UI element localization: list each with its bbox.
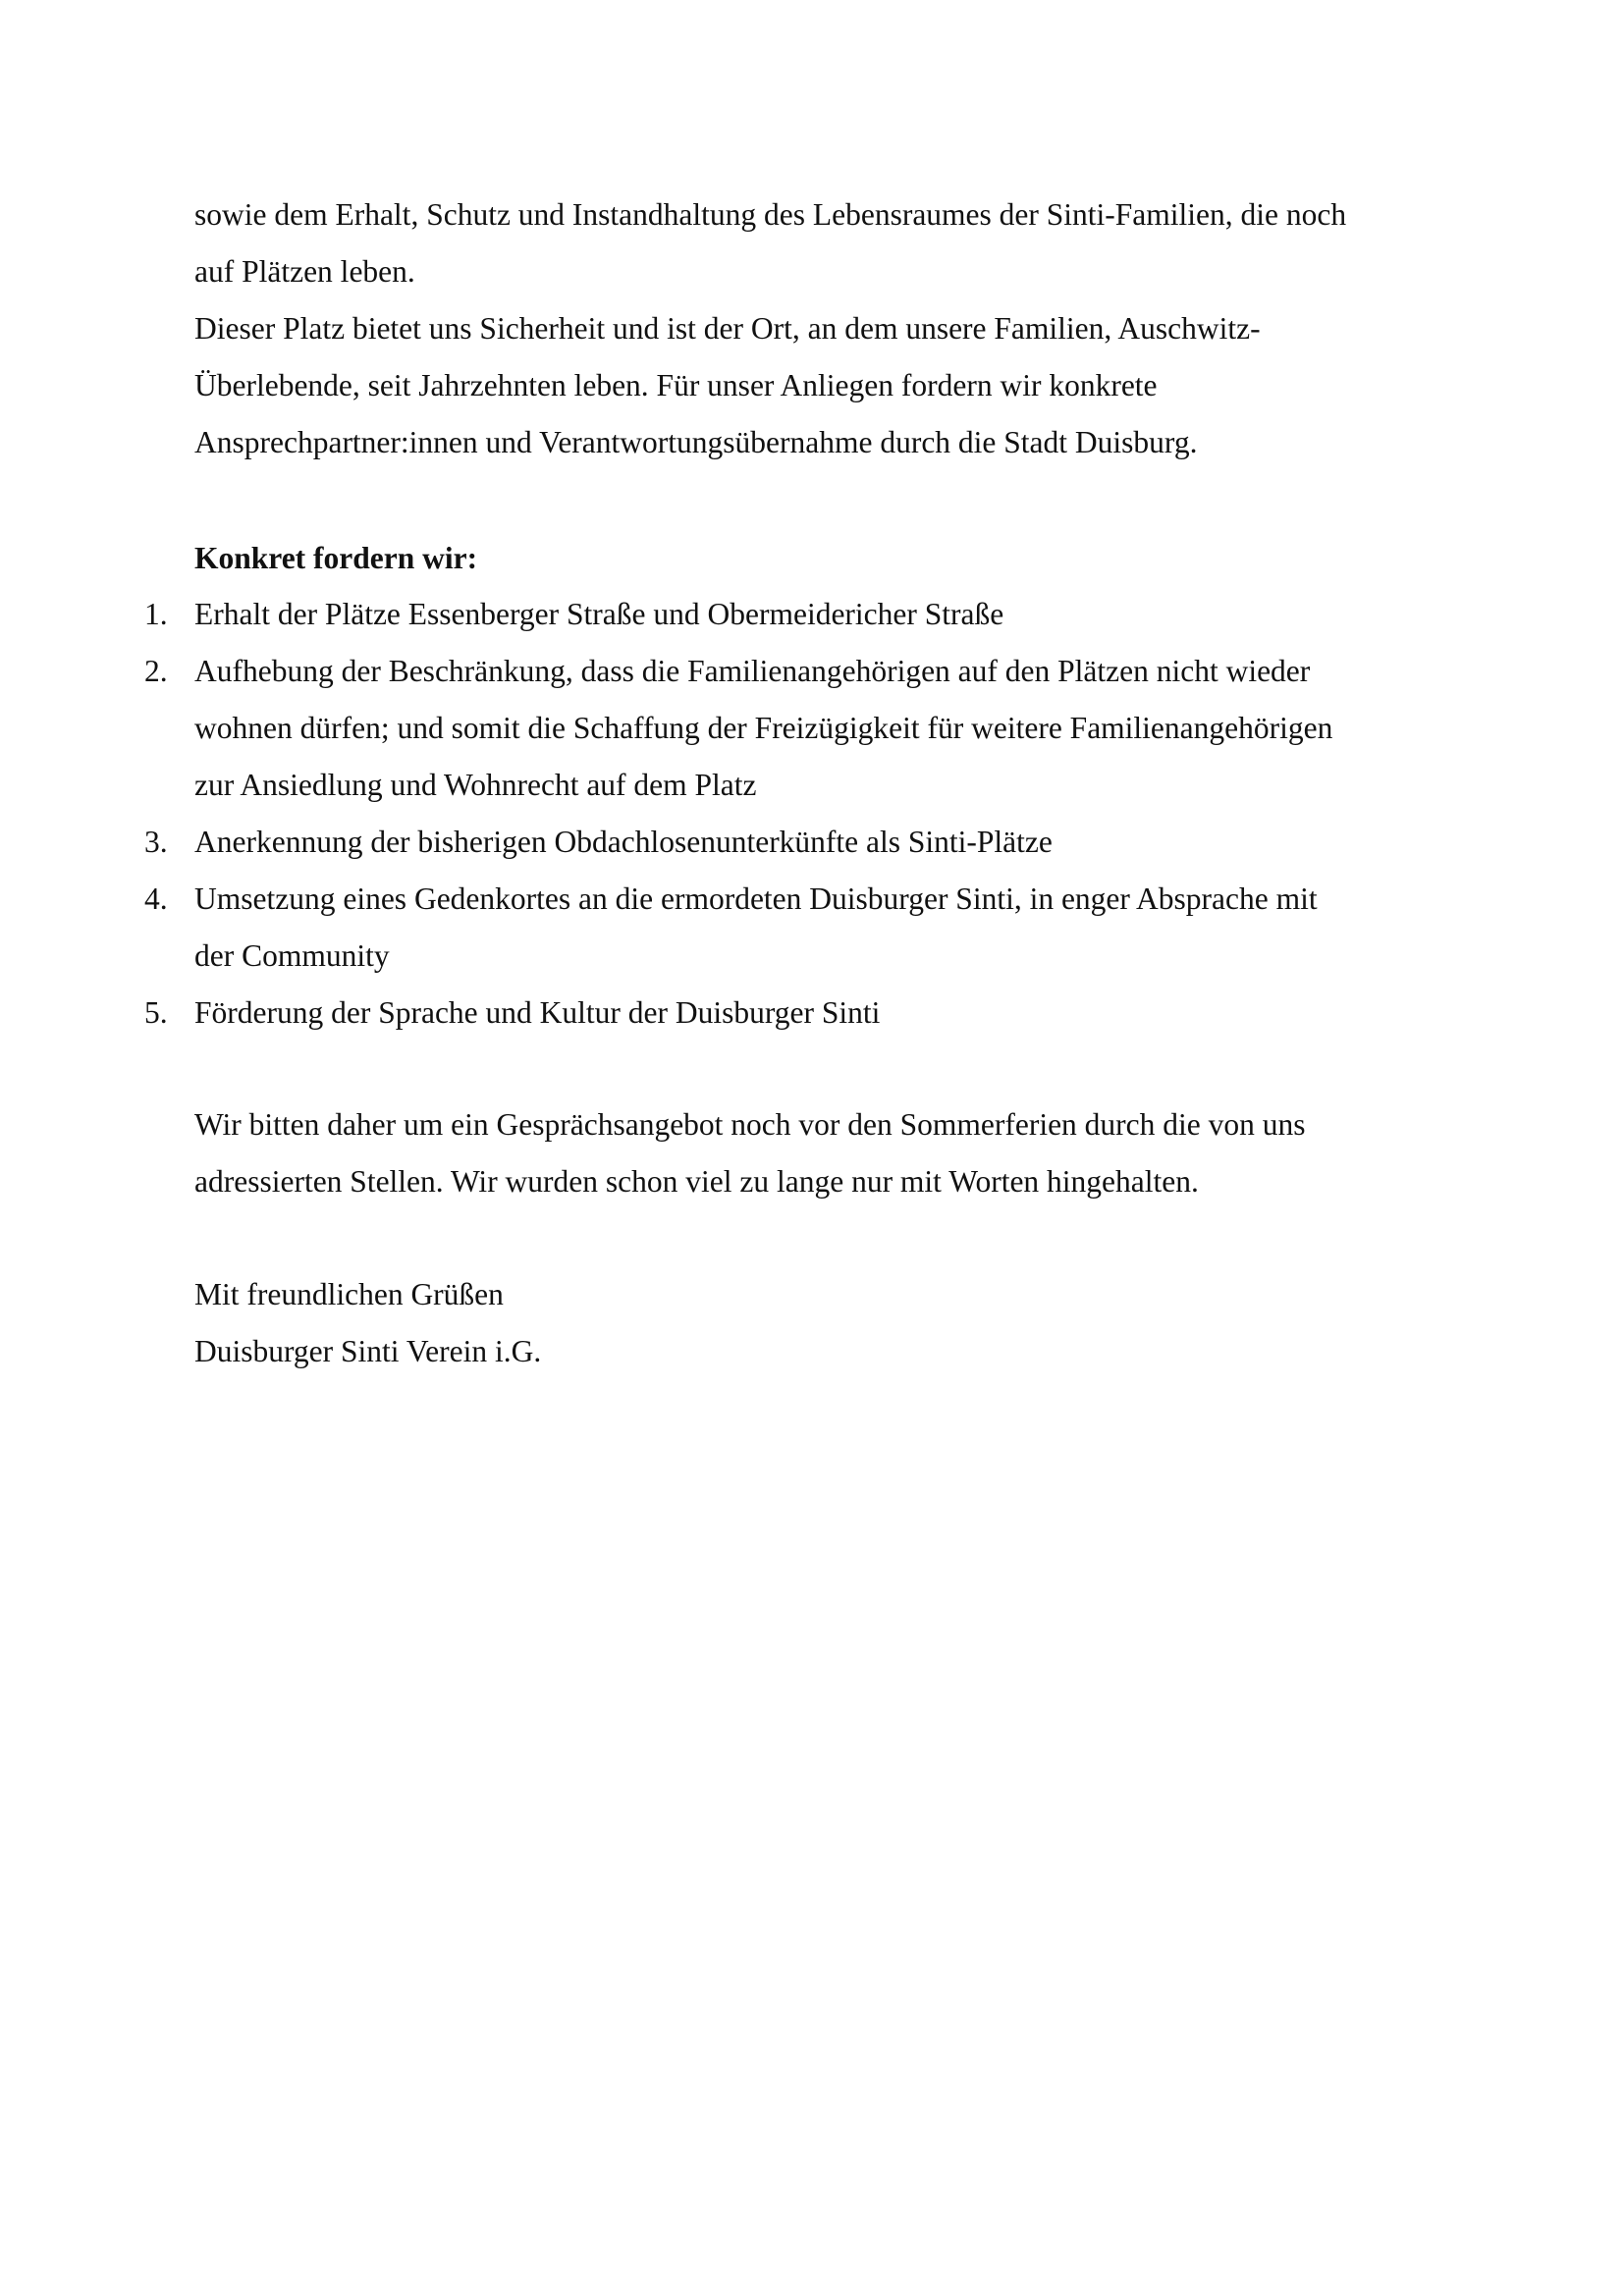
- list-item-number: 2.: [144, 654, 168, 688]
- closing-line: Wir bitten daher um ein Gesprächsangebot noch vor den Sommerferien durch die von uns: [194, 1107, 1306, 1142]
- list-item-line: Umsetzung eines Gedenkortes an die ermordeten Duisburger Sinti, in enger Absprache mit: [194, 881, 1318, 916]
- list-item-number: 3.: [144, 825, 168, 859]
- list-item: [0, 985, 1624, 1041]
- closing-line: adressierten Stellen. Wir wurden schon viel zu lange nur mit Worten hingehalten.: [194, 1164, 1199, 1199]
- list-item-text: [194, 871, 1471, 985]
- intro-line: Überlebende, seit Jahrzehnten leben. Für unser Anliegen fordern wir konkrete: [194, 368, 1158, 402]
- list-item: [0, 871, 1624, 985]
- list-item-number: 4.: [144, 881, 168, 916]
- list-item-text: [194, 985, 1471, 1041]
- list-item-line: Anerkennung der bisherigen Obdachlosenunterkünfte als Sinti-Plätze: [194, 825, 1053, 859]
- list-item-line: Aufhebung der Beschränkung, dass die Familienangehörigen auf den Plätzen nicht wieder: [194, 654, 1311, 688]
- list-item-text: [194, 814, 1471, 871]
- list-item: [0, 643, 1624, 814]
- intro-paragraph: [194, 187, 1471, 471]
- list-item-text: [194, 643, 1471, 814]
- list-item-line: Erhalt der Plätze Essenberger Straße und Obermeidericher Straße: [194, 597, 1004, 631]
- list-item-text: [194, 586, 1471, 643]
- sender-name: Duisburger Sinti Verein i.G.: [194, 1334, 542, 1368]
- demands-list: [0, 586, 1624, 1041]
- intro-line: Dieser Platz bietet uns Sicherheit und ist der Ort, an dem unsere Familien, Auschwitz-: [194, 311, 1261, 346]
- list-item-line: wohnen dürfen; und somit die Schaffung der Freizügigkeit für weitere Familienangehörigen: [194, 711, 1333, 745]
- list-item: [0, 586, 1624, 643]
- signoff-block: [194, 1266, 1471, 1380]
- list-item-number: 1.: [144, 597, 168, 631]
- intro-line: sowie dem Erhalt, Schutz und Instandhaltung des Lebensraumes der Sinti-Familien, die noch: [194, 197, 1347, 232]
- intro-line: auf Plätzen leben.: [194, 254, 415, 289]
- list-item-line: Förderung der Sprache und Kultur der Duisburger Sinti: [194, 995, 881, 1030]
- intro-line: Ansprechpartner:innen und Verantwortungsübernahme durch die Stadt Duisburg.: [194, 425, 1198, 459]
- demands-heading: Konkret fordern wir:: [194, 541, 478, 575]
- list-item-line: zur Ansiedlung und Wohnrecht auf dem Platz: [194, 768, 757, 802]
- list-item-number: 5.: [144, 995, 168, 1030]
- closing-paragraph: [194, 1096, 1471, 1210]
- list-item: [0, 814, 1624, 871]
- greeting: Mit freundlichen Grüßen: [194, 1277, 504, 1311]
- list-item-line: der Community: [194, 938, 390, 973]
